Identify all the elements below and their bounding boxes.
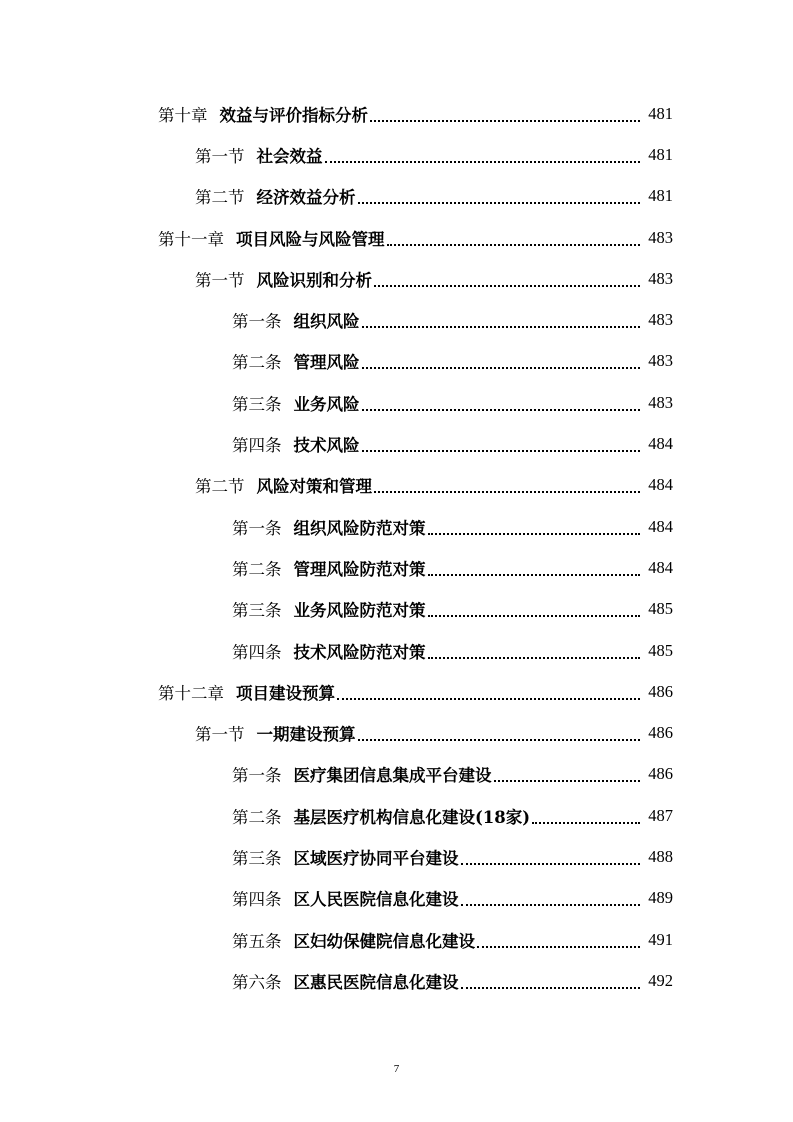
toc-entry-title: 区人民医院信息化建设 bbox=[293, 890, 459, 910]
toc-entry-page: 484 bbox=[648, 434, 673, 454]
toc-entry[interactable] bbox=[0, 960, 793, 1001]
dot-leader bbox=[428, 533, 641, 535]
toc-entry-page: 483 bbox=[648, 227, 673, 247]
toc-entry-page: 484 bbox=[648, 516, 673, 536]
toc-entry-page: 486 bbox=[648, 723, 673, 743]
dot-leader bbox=[374, 491, 640, 493]
toc-entry[interactable] bbox=[0, 93, 793, 134]
toc-entry-title: 项目风险与风险管理 bbox=[236, 229, 385, 249]
toc-entry-number: 第二节 bbox=[195, 477, 245, 497]
toc-entry-page: 488 bbox=[648, 846, 673, 866]
dot-leader bbox=[428, 574, 641, 576]
toc-entry-number: 第一条 bbox=[232, 766, 282, 786]
toc-entry-number: 第一节 bbox=[195, 270, 245, 290]
toc-entry[interactable] bbox=[0, 795, 793, 836]
dot-leader bbox=[532, 822, 640, 824]
toc-entry[interactable] bbox=[0, 630, 793, 671]
toc-entry[interactable] bbox=[0, 299, 793, 340]
toc-entry[interactable] bbox=[0, 465, 793, 506]
toc-entry-title: 技术风险防范对策 bbox=[293, 642, 426, 662]
toc-entry[interactable] bbox=[0, 754, 793, 795]
toc-entry-page: 481 bbox=[648, 103, 673, 123]
dot-leader bbox=[428, 657, 641, 659]
toc-entry-number: 第二条 bbox=[232, 559, 282, 579]
toc-entry[interactable] bbox=[0, 134, 793, 175]
dot-leader bbox=[387, 244, 641, 246]
toc-entry-page: 489 bbox=[648, 888, 673, 908]
toc-entry-page: 485 bbox=[648, 599, 673, 619]
toc-entry-number: 第二条 bbox=[232, 353, 282, 373]
toc-entry-title: 区妇幼保健院信息化建设 bbox=[293, 931, 475, 951]
toc-entry-number: 第一节 bbox=[195, 725, 245, 745]
toc-entry-title: 区惠民医院信息化建设 bbox=[293, 972, 459, 992]
toc-entry-title: 管理风险 bbox=[293, 353, 360, 373]
toc-entry[interactable] bbox=[0, 423, 793, 464]
toc-entry-page: 486 bbox=[648, 764, 673, 784]
toc-entry-number: 第二条 bbox=[232, 807, 282, 827]
dot-leader bbox=[477, 946, 640, 948]
toc-entry-title: 管理风险防范对策 bbox=[293, 559, 426, 579]
dot-leader bbox=[358, 739, 641, 741]
toc-entry[interactable] bbox=[0, 217, 793, 258]
toc-entry[interactable] bbox=[0, 547, 793, 588]
toc-entry-title: 技术风险 bbox=[293, 436, 360, 456]
toc-entry-title: 医疗集团信息集成平台建设 bbox=[293, 766, 492, 786]
toc-entry-title: 社会效益 bbox=[256, 146, 323, 166]
toc-entry[interactable] bbox=[0, 341, 793, 382]
toc-entry-title: 组织风险 bbox=[293, 312, 360, 332]
dot-leader bbox=[374, 285, 640, 287]
dot-leader bbox=[461, 863, 641, 865]
toc-entry[interactable] bbox=[0, 836, 793, 877]
toc-entry-page: 483 bbox=[648, 351, 673, 371]
toc-entry[interactable] bbox=[0, 258, 793, 299]
dot-leader bbox=[362, 367, 641, 369]
toc-entry-page: 484 bbox=[648, 557, 673, 577]
dot-leader bbox=[362, 450, 641, 452]
toc-entry-number: 第三条 bbox=[232, 394, 282, 414]
toc-entry-number: 第十一章 bbox=[158, 229, 224, 249]
dot-leader bbox=[494, 780, 641, 782]
toc-entry-number: 第一条 bbox=[232, 312, 282, 332]
dot-leader bbox=[325, 161, 641, 163]
toc-entry-number: 第十章 bbox=[158, 105, 208, 125]
toc-entry[interactable] bbox=[0, 382, 793, 423]
toc-entry-page: 486 bbox=[648, 681, 673, 701]
toc-entry-title: 经济效益分析 bbox=[256, 188, 356, 208]
toc-entry[interactable] bbox=[0, 176, 793, 217]
dot-leader bbox=[461, 987, 641, 989]
toc-entry-page: 491 bbox=[648, 929, 673, 949]
dot-leader bbox=[358, 202, 641, 204]
toc-entry[interactable] bbox=[0, 671, 793, 712]
toc-entry-number: 第四条 bbox=[232, 436, 282, 456]
toc-entry[interactable] bbox=[0, 919, 793, 960]
toc-entry-number: 第三条 bbox=[232, 848, 282, 868]
toc-entry-title: 业务风险防范对策 bbox=[293, 601, 426, 621]
toc-entry[interactable] bbox=[0, 712, 793, 753]
toc-entry-title: 业务风险 bbox=[293, 394, 360, 414]
toc-entry-page: 483 bbox=[648, 392, 673, 412]
toc-entry-number: 第十二章 bbox=[158, 683, 224, 703]
toc-entry-page: 487 bbox=[648, 805, 673, 825]
toc-entry-page: 484 bbox=[648, 475, 673, 495]
toc-entry[interactable] bbox=[0, 506, 793, 547]
toc-entry-page: 485 bbox=[648, 640, 673, 660]
toc-entry-number: 第三条 bbox=[232, 601, 282, 621]
table-of-contents bbox=[0, 93, 793, 1002]
toc-entry-number: 第二节 bbox=[195, 188, 245, 208]
toc-entry-page: 492 bbox=[648, 970, 673, 990]
page-number: 7 bbox=[393, 1063, 400, 1075]
toc-entry-page: 481 bbox=[648, 186, 673, 206]
dot-leader bbox=[362, 326, 641, 328]
toc-entry-number: 第一条 bbox=[232, 518, 282, 538]
toc-entry-number: 第六条 bbox=[232, 972, 282, 992]
dot-leader bbox=[461, 904, 641, 906]
toc-entry-number: 第五条 bbox=[232, 931, 282, 951]
toc-entry-title: 基层医疗机构信息化建设(18家) bbox=[293, 807, 531, 827]
toc-entry-page: 483 bbox=[648, 268, 673, 288]
toc-entry-page: 483 bbox=[648, 310, 673, 330]
toc-entry[interactable] bbox=[0, 589, 793, 630]
toc-entry-title: 区域医疗协同平台建设 bbox=[293, 848, 459, 868]
toc-entry-title: 风险识别和分析 bbox=[256, 270, 372, 290]
toc-entry-number: 第四条 bbox=[232, 890, 282, 910]
dot-leader bbox=[337, 698, 640, 700]
toc-entry-title: 效益与评价指标分析 bbox=[219, 105, 368, 125]
toc-entry-title: 组织风险防范对策 bbox=[293, 518, 426, 538]
toc-entry-number: 第四条 bbox=[232, 642, 282, 662]
toc-entry-page: 481 bbox=[648, 144, 673, 164]
dot-leader bbox=[428, 615, 641, 617]
toc-entry[interactable] bbox=[0, 878, 793, 919]
toc-entry-title: 项目建设预算 bbox=[236, 683, 335, 703]
toc-entry-number: 第一节 bbox=[195, 146, 245, 166]
toc-entry-title: 一期建设预算 bbox=[256, 725, 356, 745]
dot-leader bbox=[370, 120, 640, 122]
dot-leader bbox=[362, 409, 641, 411]
toc-entry-title: 风险对策和管理 bbox=[256, 477, 372, 497]
